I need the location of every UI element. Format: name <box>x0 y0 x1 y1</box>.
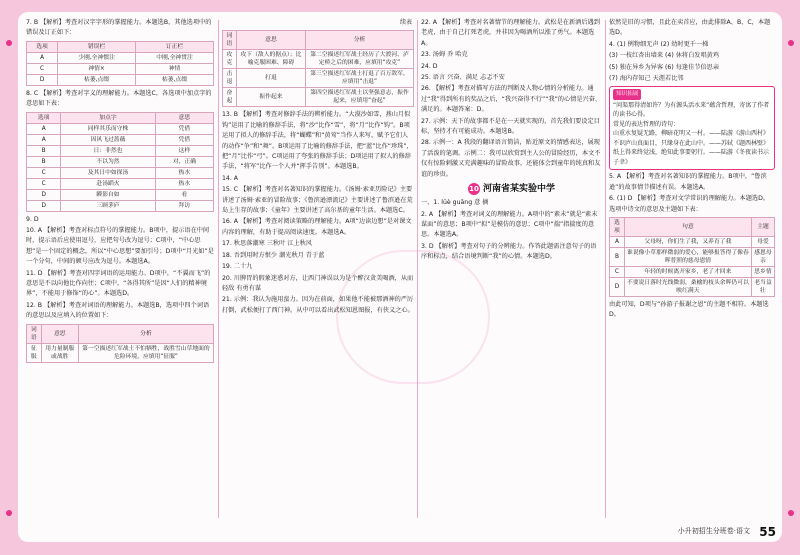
table-cell: 因风飞过蔷薇 <box>61 134 155 145</box>
table-q12 <box>26 324 214 363</box>
table-header: 选项 <box>610 217 625 236</box>
column-divider <box>417 20 418 518</box>
table-header: 句意 <box>624 217 751 236</box>
table-cell: C <box>610 266 625 277</box>
section-number-badge: 10 <box>469 185 479 194</box>
table-header: 错误栏 <box>58 41 136 52</box>
answer-q6-conclusion: 由此可知，D项与“孙游子报谢之恩”的主题不相符。本题选D。 <box>609 300 769 319</box>
answer-q24: 24. D <box>421 62 438 70</box>
table-header: 分析 <box>78 324 213 343</box>
answer-q4-line4: (7) 海内存知己 天涯若比邻 <box>609 75 684 83</box>
table-cell: D <box>27 189 61 200</box>
table-header: 分析 <box>305 31 413 50</box>
answer-q6: 6. (1) D 【解析】考查对文学常识的理解能力。本题选D。选项中诗文的意思及主题如下表： <box>609 195 770 213</box>
table-cell: 第二空描述红军战士经历了大渡河、泸定桥之后的困难，应填用“攻克” <box>305 50 413 69</box>
table-cell: 三顾茅庐 <box>61 200 155 211</box>
table-cell: 感恩母亲 <box>751 247 774 266</box>
table-header: 意思 <box>41 324 78 343</box>
knowledge-line: 纸上得来终觉浅，绝知此事要躬行。——陆游《冬夜读书示子聿》 <box>613 149 770 166</box>
answer-q27: 27. 示例：天下的故事都不是在一天就实现的，首先我们要设定目标，坚持才有可能成功。本题选B。 <box>421 117 600 136</box>
knowledge-box-title: 知识拓展 <box>613 89 641 99</box>
table-cell: 神情 <box>136 63 214 74</box>
answer-s3: 3. D 【解析】考查对句子的分辨能力。作答此题需注意句子的语序和标点，结合语境判断“我”的心情。本题选D。 <box>421 242 597 261</box>
knowledge-box <box>609 86 775 170</box>
table-cell: 打退 <box>236 69 305 88</box>
answer-q19: 19. 二十九 <box>222 263 253 271</box>
continued-label: 续表 <box>399 19 412 26</box>
answer-q5: 5. A 【解析】考查对名著知识的掌握能力。B项中，“鲁滨逊”的故事情节描述有误。本题选A。 <box>609 173 767 191</box>
section-title: 河南省某实验中学 <box>482 184 555 195</box>
answer-q23: 23. 汤姆 乔 哈克 <box>421 51 468 59</box>
table-cell: 少刚,全神惯注 <box>58 52 136 63</box>
answer-q21: 21. 示例：我认为施用蛮力。因为在前面，如果他不能被那酒神的严厉打倒，武松便打了西门神。从中可以看出武松知恩图报，有侠义之心。 <box>222 296 414 314</box>
answer-q12: 12. B 【解析】考查对词语的理解能力。本题选B，选项中四个词语的意思以及应填入的位置如下： <box>26 301 210 320</box>
answer-q10: 10. A 【解析】考查对标点符号的掌握能力。B项中，提示语在中间时，提示语后应使用逗号，应把句号改为逗号；C项中，“中心思想”是一个固定的概念，所以“中心思想”要加引号；D项中“月光如”是一个分句，中间的顿号应改为逗号。本题选A。 <box>26 227 214 266</box>
answer-q22: 22. A 【解析】考查对名著情节的理解能力。武松是在新酒后遇到老虎，由于自己打死老虎，并非因为喝酒所以涨了勇气。本题选A。 <box>421 19 600 47</box>
table-cell: 赴汤蹈火 <box>61 178 155 189</box>
table-cell: 第三空描述红军战士打退了百万敌军，应填用“击退” <box>305 69 413 88</box>
answer-q3-cont: 依然是旧的习惯，且此在卖首应，由此排除A、B、C，本题选D。 <box>609 19 771 37</box>
table-cell: D <box>27 200 61 211</box>
table-header: 意思 <box>236 31 305 50</box>
answer-q11: 11. D 【解析】考查对四字词语的运用能力。D项中，“不翼而飞”的意思是不以向他比作向往；C项中，“各得其所”是因“人们的精神境界”，不能用于修饰“的心”。本题选D。 <box>26 269 211 298</box>
column-1 <box>26 18 214 520</box>
table-cell: A <box>27 123 61 134</box>
table-cell: 枯萎,点缀 <box>136 74 214 85</box>
decor-dot <box>788 510 794 516</box>
table-header: 词语 <box>223 31 237 50</box>
table-cell: 及其日中如探汤 <box>61 167 155 178</box>
answer-q26: 26. 【解析】考查对描写方法的判断及人物心情的分析能力。通过“我”得到所有的奖品之后，“我兴奋得不行”“我”的心情是兴奋、满足的。本题答案：D。 <box>421 85 602 114</box>
table-cell: B <box>27 156 61 167</box>
paper-sheet <box>18 12 782 542</box>
table-cell: A <box>27 52 58 63</box>
table-header: 主题 <box>751 217 774 236</box>
table-cell: 攻下（敌人的据点）；比喻克服困难、障碍 <box>236 50 305 69</box>
table-cell: 不要说日落时光线微弱，桑榆的枝头余晖仍可以映红满天 <box>624 277 751 296</box>
table-header: 意思 <box>155 112 213 123</box>
knowledge-line: 山重水复疑无路，柳暗花明又一村。——陆游《游山西村》 <box>613 130 770 138</box>
answer-q4-line3: (5) 独在异乡为异客 (6) 每逢佳节倍思亲 <box>609 63 720 71</box>
table-q12-continued <box>222 30 414 107</box>
table-cell: A <box>27 134 61 145</box>
answer-q7: 7. B 【解析】考查对汉字字形的掌握能力。本题选B，其他选项中的错误及订正如下： <box>26 19 212 37</box>
answer-q25: 25. 语言 兴奋、满足 忐忑不安 <box>421 74 505 82</box>
answer-q4-line2: (3) 一枝红杏出墙来 (4) 休将白发唱黄鸡 <box>609 52 720 60</box>
table-header: 选项 <box>27 112 61 123</box>
table-cell: 不以为然 <box>61 156 155 167</box>
knowledge-line: “问渠那得清如许？为有源头活水来”蕴含哲理，寄寓了作者的读书心得。 <box>613 101 770 119</box>
answer-s2: 2. A 【解析】考查对词义的理解能力。A项中的“素未”就是“素未谋面”的意思；B项中“拟”是模仿的意思；C项中“揣”指揣度的意思。本题选A。 <box>421 210 598 239</box>
table-cell: 父母呀，你们生了我，又养育了我 <box>624 236 751 247</box>
decor-dot <box>6 510 12 516</box>
table-cell: 攻克 <box>223 50 237 69</box>
table-q7 <box>26 41 214 86</box>
table-cell: 思乡情 <box>751 266 774 277</box>
answer-q20: 20. 川脾胃的假象迷惑对方，让西门神误以为是个醉汉贪美喝酒，从而轻敌 有勇有谋 <box>222 274 414 292</box>
table-q6 <box>609 217 775 297</box>
answer-q14: 14. A <box>222 174 239 182</box>
table-cell: 拜访 <box>155 200 213 211</box>
answer-q8: 8. C 【解析】考查对字义的理解能力。本题选C，各选项中加点字的意思如下表： <box>26 89 212 108</box>
table-cell: 看 <box>155 189 213 200</box>
table-header: 选项 <box>27 41 58 52</box>
table-cell: 日：非然也 <box>61 145 155 156</box>
column-divider <box>605 20 606 518</box>
table-cell: 用力量制服或战胜 <box>41 343 78 362</box>
table-cell: C <box>27 178 61 189</box>
table-header: 加点字 <box>61 112 155 123</box>
table-q8 <box>26 112 214 212</box>
column-3 <box>421 18 602 520</box>
table-header: 订正栏 <box>136 41 214 52</box>
table-cell: 奋起 <box>223 88 237 107</box>
page-number: 55 <box>759 525 776 539</box>
knowledge-line: 不识庐山真面目，只缘身在此山中。——苏轼《题西林壁》 <box>613 139 770 147</box>
table-cell: 母爱 <box>751 236 774 247</box>
decor-dot <box>788 40 794 46</box>
table-cell: A <box>610 236 625 247</box>
table-cell: 振作起来 <box>236 88 305 107</box>
table-cell: D <box>27 74 58 85</box>
column-4 <box>609 18 775 520</box>
table-cell: 同样其乐而守株 <box>61 123 155 134</box>
table-cell: 第四空描述红军战士以坚强意志，振作起来，应填用“奋起” <box>305 88 413 107</box>
table-cell: 谁说像小草那样微弱的爱心，能够报答得了像春晖普照的慈母恩情 <box>624 247 751 266</box>
table-cell: 第一空描述红军战士不怕牺牲，战胜雪山草地面的危险环境，应填用“征服” <box>78 343 213 362</box>
table-cell: 热水 <box>155 167 213 178</box>
column-divider <box>218 20 219 518</box>
table-cell: 凭借 <box>155 123 213 134</box>
table-header: 词语 <box>27 324 42 343</box>
section-heading <box>421 183 602 195</box>
book-title-footer: 小升初招生分班卷·语文 <box>677 527 750 535</box>
table-cell: 枯萎,点缀 <box>58 74 136 85</box>
answer-q28: 28. 示例一：A 我段的翻译语言简洁，贴近原文的情感表达，展现了活泼的笔调。示例二：我可以欣赏到主人公的冒险经历，本文不仅有惊险刺激又充满趣味的冒险故事，还能体会到童年的纯真和友谊的珍贵。 <box>421 139 601 178</box>
table-cell: C <box>27 63 58 74</box>
table-cell: D <box>610 277 625 296</box>
table-cell: 这样 <box>155 145 213 156</box>
table-cell: 老当益壮 <box>751 277 774 296</box>
answer-q4: 4. (1) 例物细无声 (2) 幼时更千一梯 <box>609 40 709 48</box>
answer-q9: 9. D <box>26 215 39 223</box>
answer-s1: 一、1. lüè guāng 意 摘 <box>421 199 489 207</box>
table-cell: 神情× <box>58 63 136 74</box>
table-cell: 征服 <box>27 343 42 362</box>
table-cell: B <box>610 247 625 266</box>
answer-q13: 13. B 【解析】考查对修辞手法的辨析能力。“大漠沙如雪，燕山月似钩”运用了比喻的修辞手法，将“沙”比作“雪”，将“月”比作“钩”。B项运用了拟人的修辞手法，将“蝴蝶”和“黄莺”当作人来写，赋予它们人的动作“争”和“舞”。B项运用了比喻的修辞手法，把“蓝”比作“珍珠”，把“月”比作“弓”。C项运用了夸张的修辞手法；D项运用了拟人的修辞手法，“将军”比作一个人并“挥手告别”。本题选B。 <box>222 111 413 171</box>
table-cell: 对，正确 <box>155 156 213 167</box>
answer-q17: 17. 秋思落潮寒 三秋叶 江上秋风 <box>222 240 312 248</box>
answer-q16: 16. A 【解析】考查对阅读策略的理解能力。A项“边读边想”是对课文内容的理解，有助于提高阅读速度。本题选A。 <box>222 218 412 236</box>
table-cell: 击退 <box>223 69 237 88</box>
table-cell: 年轻的时候离开家乡，老了才回来 <box>624 266 751 277</box>
decor-dot <box>6 40 12 46</box>
table-cell: B <box>27 145 61 156</box>
table-cell: 瞬影自如 <box>61 189 155 200</box>
column-2 <box>222 18 414 520</box>
table-cell: 热水 <box>155 178 213 189</box>
table-cell: 凭借 <box>155 134 213 145</box>
knowledge-line: 常见的表达哲理的诗句： <box>613 120 680 128</box>
table-cell: 中刚,全神贯注 <box>136 52 214 63</box>
answer-q18: 18. 吾到用时方恨少 潮光秋月 青于蓝 <box>222 251 325 259</box>
table-cell: C <box>27 167 61 178</box>
answer-q15: 15. C 【解析】考查对名著知识的掌握能力。《汤姆·索亚历险记》主要讲述了汤姆·索亚的冒险故事；《鲁滨逊漂流记》主要讲述了鲁滨逊在荒岛上生存的故事；《童年》主要讲述了高尔基的童年生活。本题选C。 <box>222 186 413 215</box>
